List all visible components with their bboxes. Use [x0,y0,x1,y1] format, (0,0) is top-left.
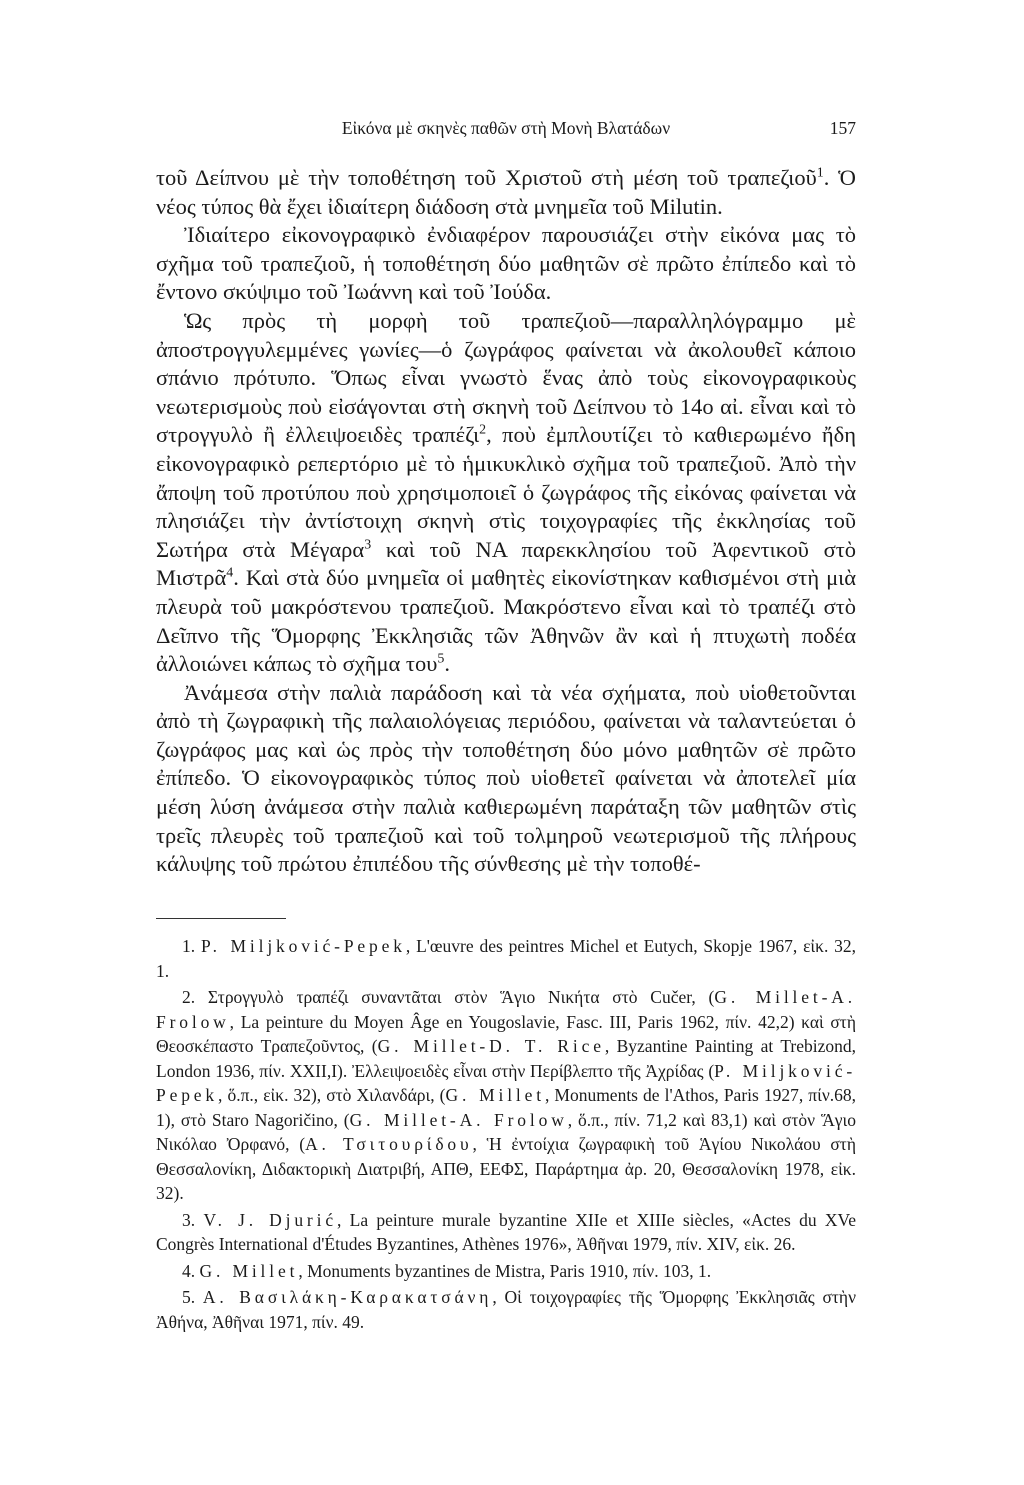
page-header [156,116,856,140]
footnote-ref-1: 1 [816,165,824,181]
running-title: Εἰκόνα μὲ σκηνὲς παθῶν στὴ Μονὴ Βλατάδων [341,118,671,138]
paragraph-2: Ἰδιαίτερο εἰκονογραφικὸ ἐνδιαφέρον παρουσιάζει στὴν εἰκόνα μας τὸ σχῆμα τοῦ τραπεζιοῦ, ἡ τοποθέτηση δύο μαθητῶν σὲ πρῶτο ἐπίπεδο καὶ τὸ ἔντονο σκύψιμο τοῦ Ἰωάννη καὶ τοῦ Ἰούδα. [156,222,856,305]
body-text [156,164,856,879]
footnote-ref-5: 5 [437,651,445,667]
author: P. Miljković-Pepek [200,936,406,956]
footnote-5: 5. Α. Βασιλάκη-Καρακατσάνη, Οἱ τοιχογραφίες τῆς Ὅμορφης Ἐκκλησιᾶς στὴν Ἀθήνα, Ἀθῆναι 1971, πίν. 49. [156,1287,857,1332]
footnotes [156,934,856,1336]
author: G. Millet-D. T. Rice [377,1036,605,1056]
footnote-3: 3. V. J. Djurić, La peinture murale byzantine XIIe et XIIIe siècles, «Actes du XVe Congrès International d'Études Byzantines, Athènes 1976», Ἀθῆναι 1979, πίν. XIV, εἰκ. 26. [156,1209,856,1254]
author: V. J. Djurić [203,1209,337,1230]
footnote-2: 2. Στρογγυλὸ τραπέζι συναντᾶται στὸν Ἅγιο Νικήτα στὸ Cučer, (G. Millet-A. Frolow, La peinture du Moyen Âge en Yougoslavie, Fasc. III, Paris 1962, πίν. 42,2) καὶ στὴ Θεοσκέπαστο Τραπεζοῦντος, (G. Millet-D. T. Rice, Byzantine Painting at Trebizond, London 1936, πίν. XXII,I). Ἐλλειψοειδὲς εἶναι στὴν Περίβλεπτο τῆς Ἀχρίδας (P. Miljković-Pepek, ὅ.π., εἰκ. 32), στὸ Χιλανδάρι, (G. Millet, Monuments de l'Athos, Paris 1927, πίν.68, 1), στὸ Staro Nagoričino, (G. Millet-A. Frolow, ὅ.π., πίν. 71,2 καὶ 83,1) καὶ στὸν Ἅγιο Νικόλαο Ὀρφανό, (Α. Τσιτουρίδου, Ἡ ἐντοίχια ζωγραφικὴ τοῦ Ἁγίου Νικολάου στὴ Θεσσαλονίκη, Διδακτορικὴ Διατριβή, ΑΠΘ, ΕΕΦΣ, Παράρτημα ἀρ. 20, Θεσσαλονίκη 1978, εἰκ. 32). [156,987,857,1203]
author: P. Miljković-Pepek [156,1060,856,1105]
paragraph-4: Ἀνάμεσα στὴν παλιὰ παράδοση καὶ τὰ νέα σχήματα, ποὺ υἱοθετοῦνται ἀπὸ τὴ ζωγραφικὴ τῆς παλαιολόγειας περιόδου, φαίνεται νὰ ταλαντεύεται ὁ ζωγράφος μας καὶ ὡς πρὸς τὴν τοποθέτηση δύο μόνο μαθητῶν σὲ πρῶτο ἐπίπεδο. Ὁ εἰκονογραφικὸς τύπος ποὺ υἱοθετεῖ φαίνεται νὰ ἀποτελεῖ μία μέση λύση ἀνάμεσα στὴν παλιὰ καθιερωμένη παράταξη τῶν μαθητῶν στὶς τρεῖς πλευρὲς τοῦ τραπεζιοῦ καὶ τοῦ τολμηροῦ νεωτερισμοῦ τῆς πλήρους κάλυψης τοῦ πρώτου ἐπιπέδου τῆς σύνθεσης μὲ τὴν τοποθέ- [156,679,856,877]
footnote-1: 1. P. Miljković-Pepek, L'œuvre des peintres Michel et Eutych, Skopje 1967, εἰκ. 32, 1. [156,936,857,981]
paragraph-3: Ὡς πρὸς τὴ μορφὴ τοῦ τραπεζιοῦ—παραλληλόγραμμο μὲ ἀποστρογγυλεμμένες γωνίες—ὁ ζωγράφος φαίνεται νὰ ἀκολουθεῖ κάποιο σπάνιο πρότυπο. Ὅπως εἶναι γνωστὸ ἕνας ἀπὸ τοὺς εἰκονογραφικοὺς νεωτερισμοὺς ποὺ εἰσάγονται στὴ σκηνὴ τοῦ Δείπνου τὸ 14ο αἰ. εἶναι καὶ τὸ στρογγυλὸ ἢ ἐλλειψοειδὲς τραπέζι$^2$, ποὺ ἐμπλουτίζει τὸ καθιερωμένο ἤδη εἰκονογραφικὸ ρεπερτόριο μὲ τὸ ἡμικυκλικὸ σχῆμα τοῦ τραπεζιοῦ. Ἀπὸ τὴν ἄποψη τοῦ προτύπου ποὺ χρησιμοποιεῖ ὁ ζωγράφος τῆς εἰκόνας φαίνεται νὰ πλησιάζει τὴν ἀντίστοιχη σκηνὴ στὶς τοιχογραφίες τῆς ἐκκλησίας τοῦ Σωτήρα στὰ Μέγαρα$^3$ καὶ τοῦ ΝΑ παρεκκλησίου τοῦ Ἀφεντικοῦ στὸ Μιστρᾶ$^4$. Καὶ στὰ δύο μνημεῖα οἱ μαθητὲς εἰκονίστηκαν καθισμένοι στὴ μιὰ πλευρὰ τοῦ μακρόστενου τραπεζιοῦ. Μακρόστενο εἶναι καὶ τὸ τραπέζι στὸ Δεῖπνο τῆς Ὅμορφης Ἐκκλησιᾶς τῶν Ἀθηνῶν ἂν καὶ ἡ πτυχωτὴ ποδέα ἀλλοιώνει κάπως τὸ σχῆμα του$^5$. [156,307,856,677]
footnote-ref-3: 3 [364,537,372,553]
author: G. Millet [445,1085,545,1105]
footnote-ref-4: 4 [226,565,234,581]
author: Α. Βασιλάκη-Καρακατσάνη [202,1287,493,1307]
footnote-4: 4. G. Millet, Monuments byzantines de Mistra, Paris 1910, πίν. 103, 1. [182,1260,712,1281]
author: G. Millet [199,1260,299,1281]
paragraph-1: τοῦ Δείπνου μὲ τὴν τοποθέτηση τοῦ Χριστοῦ στὴ μέση τοῦ τραπεζιοῦ$^1$. Ὁ νέος τύπος θὰ ἔχει ἰδιαίτερη διάδοση στὰ μνημεῖα τοῦ Milutin. [156,165,856,219]
footnote-separator [156,918,286,919]
footnote-ref-2: 2 [479,422,487,438]
author: G. Millet-A. Frolow [156,987,856,1032]
author: G. Millet-A. Frolow [349,1109,568,1130]
page-number: 157 [829,118,856,138]
author: Α. Τσιτουρίδου [305,1134,473,1154]
